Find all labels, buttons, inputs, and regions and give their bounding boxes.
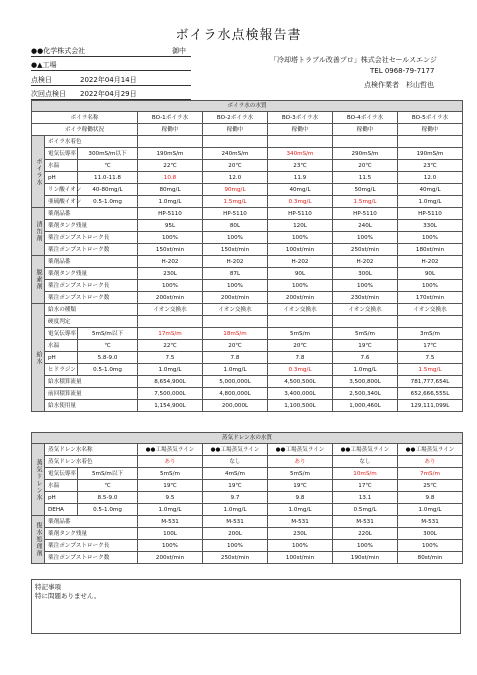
row-label: 薬注ポンプストローク数: [45, 552, 138, 564]
group-deoxygen: 脱素剤: [32, 256, 45, 304]
value-cell: イオン交換水: [333, 304, 398, 316]
value-cell: 22℃: [138, 340, 203, 352]
value-cell: 100%: [333, 540, 398, 552]
drain-col-header: 蒸気ドレン水名称: [45, 444, 138, 456]
row-label: 電気伝導率: [45, 468, 78, 480]
row-std: 40-80mg/L: [78, 184, 138, 196]
row-std: ℃: [78, 480, 138, 492]
value-cell: 7.5: [138, 352, 203, 364]
value-cell: 25℃: [398, 480, 463, 492]
value-cell-alert: あり: [138, 456, 203, 468]
value-cell: M-531: [138, 516, 203, 528]
value-cell: 1.0mg/L: [203, 504, 268, 516]
value-cell: 7.5: [398, 352, 463, 364]
group-steam-drain: 蒸気ドレン水: [32, 444, 45, 516]
value-cell: 23℃: [268, 160, 333, 172]
value-cell-alert: 1.5mg/L: [333, 196, 398, 208]
empty-cell: [333, 136, 398, 148]
value-cell: 95L: [138, 220, 203, 232]
row-label: 薬剤タンク残量: [45, 220, 138, 232]
value-cell: M-531: [268, 516, 333, 528]
value-cell: 19℃: [138, 480, 203, 492]
value-cell: 100%: [398, 232, 463, 244]
status-cell: 稼働中: [268, 124, 333, 136]
row-label: 前回積算流量: [45, 388, 138, 400]
empty-cell: [138, 136, 203, 148]
boiler-unit-5: BO-5ボイラ水: [398, 112, 463, 124]
row-std: 300mS/m以下: [78, 148, 138, 160]
value-cell: 20℃: [203, 340, 268, 352]
value-cell: 23℃: [398, 160, 463, 172]
value-cell-alert: 340mS/m: [268, 148, 333, 160]
value-cell: 11.5: [333, 172, 398, 184]
value-cell: 220L: [333, 528, 398, 540]
row-label: 薬剤品番: [45, 516, 138, 528]
value-cell: 5,000,000L: [203, 376, 268, 388]
row-label: 薬剤タンク残量: [45, 268, 138, 280]
value-cell: 1.0mg/L: [398, 504, 463, 516]
status-cell: 稼働中: [333, 124, 398, 136]
row-std: 0.5-1.0mg: [78, 504, 138, 516]
value-cell: 12.0: [203, 172, 268, 184]
row-label: 硬度判定: [45, 316, 138, 328]
drain-unit: ●●工場蒸気ライン: [333, 444, 398, 456]
value-cell: 1.0mg/L: [138, 364, 203, 376]
empty-cell: [138, 316, 203, 328]
value-cell-alert: 0.3mg/L: [268, 364, 333, 376]
status-cell: 稼働中: [203, 124, 268, 136]
value-cell: 100%: [268, 280, 333, 292]
value-cell: HP-5110: [203, 208, 268, 220]
value-cell: 50mg/L: [333, 184, 398, 196]
value-cell: 190st/min: [333, 552, 398, 564]
row-label: pH: [45, 172, 78, 184]
value-cell-alert: 0.3mg/L: [268, 196, 333, 208]
value-cell: 7,500,000L: [138, 388, 203, 400]
value-cell: 781,777,654L: [398, 376, 463, 388]
value-cell: 230L: [268, 528, 333, 540]
value-cell: 300L: [333, 268, 398, 280]
value-cell: 9.8: [398, 492, 463, 504]
empty-cell: [203, 136, 268, 148]
row-label: 薬注ポンプストローク数: [45, 292, 138, 304]
value-cell: 100%: [333, 232, 398, 244]
value-cell: 7.6: [333, 352, 398, 364]
value-cell: 100%: [398, 540, 463, 552]
row-label: 亜硫酸イオン: [45, 196, 78, 208]
value-cell: H-202: [333, 256, 398, 268]
value-cell: 19℃: [268, 480, 333, 492]
value-cell: 9.7: [203, 492, 268, 504]
row-std: 5.8-9.0: [78, 352, 138, 364]
boiler-unit-4: BO-4ボイラ水: [333, 112, 398, 124]
row-label: 電気伝導率: [45, 148, 78, 160]
status-label: ボイラ稼働状況: [32, 124, 138, 136]
value-cell: H-202: [203, 256, 268, 268]
value-cell: 9.8: [268, 492, 333, 504]
value-cell: イオン交換水: [268, 304, 333, 316]
row-std: ℃: [78, 340, 138, 352]
value-cell: 100%: [203, 280, 268, 292]
value-cell: 250st/min: [203, 552, 268, 564]
value-cell: 1.0mg/L: [333, 364, 398, 376]
inspection-underline: [31, 85, 191, 86]
row-std: ℃: [78, 160, 138, 172]
value-cell: 3mS/m: [398, 328, 463, 340]
vendor-tel: TEL 0968-79-7177: [370, 67, 435, 75]
value-cell: 4,500,500L: [268, 376, 333, 388]
value-cell: 100L: [138, 528, 203, 540]
value-cell: イオン交換水: [398, 304, 463, 316]
company-underline: [31, 56, 191, 57]
value-cell: 100%: [268, 540, 333, 552]
inspection-date-label: 点検日: [31, 76, 52, 84]
boiler-section-title: ボイラ水の水質: [32, 101, 463, 112]
value-cell: 40mg/L: [268, 184, 333, 196]
row-std: 5mS/m以下: [78, 468, 138, 480]
value-cell: 80L: [203, 220, 268, 232]
notes-box: [31, 579, 461, 634]
empty-cell: [268, 316, 333, 328]
value-cell: 7.8: [203, 352, 268, 364]
empty-cell: [333, 316, 398, 328]
value-cell: 100%: [398, 280, 463, 292]
value-cell: 5mS/m: [138, 468, 203, 480]
value-cell: 100%: [138, 540, 203, 552]
value-cell: 13.1: [333, 492, 398, 504]
row-label: 薬注ポンプストローク長: [45, 232, 138, 244]
empty-cell: [398, 316, 463, 328]
row-label: ボイラ水着色: [45, 136, 138, 148]
value-cell: 1.0mg/L: [138, 196, 203, 208]
boiler-water-table: [31, 100, 463, 412]
client-company: ●●化学株式会社: [31, 47, 86, 55]
row-label: ヒドラジン: [45, 364, 78, 376]
value-cell: 1.0mg/L: [138, 504, 203, 516]
value-cell: 4mS/m: [203, 468, 268, 480]
value-cell: H-202: [138, 256, 203, 268]
row-label: 水温: [45, 160, 78, 172]
value-cell: M-531: [333, 516, 398, 528]
value-cell: 87L: [203, 268, 268, 280]
value-cell: 3,500,800L: [333, 376, 398, 388]
value-cell: 5mS/m: [268, 468, 333, 480]
value-cell: M-531: [203, 516, 268, 528]
value-cell-alert: 90mg/L: [203, 184, 268, 196]
value-cell: 100%: [203, 540, 268, 552]
inspector: 点検作業者 杉山哲也: [364, 81, 434, 89]
group-boiler-cleaner: 清缶剤: [32, 208, 45, 256]
vendor-name: 「冷却塔トラブル改善プロ」株式会社セールスエンジ: [270, 56, 437, 64]
value-cell: H-202: [398, 256, 463, 268]
value-cell-alert: あり: [268, 456, 333, 468]
value-cell: 9.5: [138, 492, 203, 504]
value-cell: 19℃: [333, 340, 398, 352]
row-label: 蒸気ドレン水着色: [45, 456, 138, 468]
value-cell: 20℃: [203, 160, 268, 172]
group-feed-water: 給水: [32, 304, 45, 412]
value-cell: 1,100,500L: [268, 400, 333, 412]
empty-cell: [398, 136, 463, 148]
value-cell: 100%: [203, 232, 268, 244]
value-cell: HP-5110: [268, 208, 333, 220]
group-boiler-water: ボイラ水: [32, 136, 45, 208]
row-label: pH: [45, 492, 78, 504]
value-cell: H-202: [268, 256, 333, 268]
boiler-unit-2: BO-2ボイラ水: [203, 112, 268, 124]
value-cell: 1.0mg/L: [398, 196, 463, 208]
value-cell: 90L: [398, 268, 463, 280]
value-cell: M-531: [398, 516, 463, 528]
group-recovery-agent: 復水処理剤: [32, 516, 45, 564]
value-cell-alert: 18mS/m: [203, 328, 268, 340]
value-cell: 8,654,900L: [138, 376, 203, 388]
row-label: 給水使用量: [45, 400, 138, 412]
value-cell-alert: 17mS/m: [138, 328, 203, 340]
value-cell: 11.9: [268, 172, 333, 184]
value-cell: 100%: [268, 232, 333, 244]
value-cell: 200L: [203, 528, 268, 540]
boiler-unit-3: BO-3ボイラ水: [268, 112, 333, 124]
value-cell-alert: 1.5mg/L: [203, 196, 268, 208]
row-label: DEHA: [45, 504, 78, 516]
value-cell: 3,400,000L: [268, 388, 333, 400]
value-cell: 290mS/m: [333, 148, 398, 160]
row-label: リン酸イオン: [45, 184, 78, 196]
row-label: 薬注ポンプストローク長: [45, 540, 138, 552]
value-cell: 1,000,460L: [333, 400, 398, 412]
value-cell: イオン交換水: [203, 304, 268, 316]
row-label: 薬注ポンプストローク数: [45, 244, 138, 256]
value-cell: HP-5110: [398, 208, 463, 220]
value-cell: 230L: [138, 268, 203, 280]
value-cell: 180st/min: [398, 244, 463, 256]
value-cell: 100st/min: [268, 244, 333, 256]
value-cell-alert: 10.8: [138, 172, 203, 184]
value-cell: 200,000L: [203, 400, 268, 412]
onchu: 御中: [172, 47, 186, 55]
value-cell: HP-5110: [333, 208, 398, 220]
value-cell: 5mS/m: [268, 328, 333, 340]
value-cell: 20℃: [268, 340, 333, 352]
value-cell: 100%: [333, 280, 398, 292]
value-cell: 129,111,099L: [398, 400, 463, 412]
value-cell: 1.0mg/L: [203, 364, 268, 376]
value-cell: 200st/min: [138, 552, 203, 564]
boiler-unit-1: BO-1ボイラ水: [138, 112, 203, 124]
next-date: 2022年04月29日: [80, 90, 137, 98]
factory-underline: [31, 70, 191, 71]
value-cell: 230st/min: [333, 292, 398, 304]
value-cell: 2,500,340L: [333, 388, 398, 400]
value-cell: 80st/min: [398, 552, 463, 564]
value-cell-alert: 1.5mg/L: [398, 364, 463, 376]
value-cell: 240mS/m: [203, 148, 268, 160]
value-cell: 4,800,000L: [203, 388, 268, 400]
value-cell: イオン交換水: [138, 304, 203, 316]
row-label: pH: [45, 352, 78, 364]
row-label: 薬剤品番: [45, 208, 138, 220]
value-cell: 150st/min: [203, 244, 268, 256]
value-cell: 22℃: [138, 160, 203, 172]
value-cell: 200st/min: [268, 292, 333, 304]
value-cell: なし: [203, 456, 268, 468]
value-cell: 19℃: [203, 480, 268, 492]
row-std: 11.0-11.8: [78, 172, 138, 184]
value-cell: 150st/min: [138, 244, 203, 256]
steam-drain-table: [31, 432, 463, 564]
value-cell: 170st/min: [398, 292, 463, 304]
notes-text: 特に問題ありません。: [35, 592, 101, 600]
value-cell: HP-5110: [138, 208, 203, 220]
value-cell: 7.8: [268, 352, 333, 364]
empty-cell: [268, 136, 333, 148]
row-label: 給水の種類: [45, 304, 138, 316]
value-cell-alert: 7mS/m: [398, 468, 463, 480]
value-cell: 652,666,555L: [398, 388, 463, 400]
value-cell: 0.5mg/L: [333, 504, 398, 516]
drain-unit: ●●工場蒸気ライン: [268, 444, 333, 456]
value-cell: 17℃: [333, 480, 398, 492]
value-cell: 100%: [138, 280, 203, 292]
value-cell: 20℃: [333, 160, 398, 172]
row-label: 薬剤タンク残量: [45, 528, 138, 540]
value-cell: 200st/min: [203, 292, 268, 304]
row-label: 給水積算流量: [45, 376, 138, 388]
value-cell: 100%: [138, 232, 203, 244]
value-cell: 100st/min: [268, 552, 333, 564]
client-factory: ●▲工場: [31, 61, 57, 69]
status-cell: 稼働中: [398, 124, 463, 136]
drain-section-title: 蒸気ドレン水の水質: [32, 433, 463, 444]
value-cell: 90L: [268, 268, 333, 280]
row-label: 薬注ポンプストローク長: [45, 280, 138, 292]
value-cell: 1,154,900L: [138, 400, 203, 412]
drain-unit: ●●工場蒸気ライン: [203, 444, 268, 456]
next-date-label: 次回点検日: [31, 90, 66, 98]
value-cell: 190mS/m: [138, 148, 203, 160]
empty-cell: [203, 316, 268, 328]
row-std: 0.5-1.0mg: [78, 196, 138, 208]
value-cell-alert: あり: [398, 456, 463, 468]
value-cell: 80mg/L: [138, 184, 203, 196]
page-title: ボイラ水点検報告書: [175, 28, 302, 43]
value-cell-alert: 10mS/m: [333, 468, 398, 480]
value-cell: 5mS/m: [333, 328, 398, 340]
row-label: 水温: [45, 340, 78, 352]
drain-unit: ●●工場蒸気ライン: [138, 444, 203, 456]
inspection-date: 2022年04月14日: [80, 76, 137, 84]
value-cell: 120L: [268, 220, 333, 232]
row-std: 8.5-9.0: [78, 492, 138, 504]
status-cell: 稼働中: [138, 124, 203, 136]
row-std: 0.5-1.0mg: [78, 364, 138, 376]
value-cell: なし: [333, 456, 398, 468]
value-cell: 300L: [398, 528, 463, 540]
value-cell: 190mS/m: [398, 148, 463, 160]
value-cell: 40mg/L: [398, 184, 463, 196]
value-cell: 12.0: [398, 172, 463, 184]
row-label: 電気伝導率: [45, 328, 78, 340]
row-label: 水温: [45, 480, 78, 492]
value-cell: 1.0mg/L: [268, 504, 333, 516]
value-cell: 240L: [333, 220, 398, 232]
value-cell: 200st/min: [138, 292, 203, 304]
row-label: 薬剤品番: [45, 256, 138, 268]
drain-unit: ●●工場蒸気ライン: [398, 444, 463, 456]
notes-label: 特記事項: [35, 583, 61, 591]
boiler-col-header: ボイラ名称: [32, 112, 138, 124]
row-std: 5mS/m以下: [78, 328, 138, 340]
value-cell: 330L: [398, 220, 463, 232]
value-cell: 17℃: [398, 340, 463, 352]
value-cell: 250st/min: [333, 244, 398, 256]
